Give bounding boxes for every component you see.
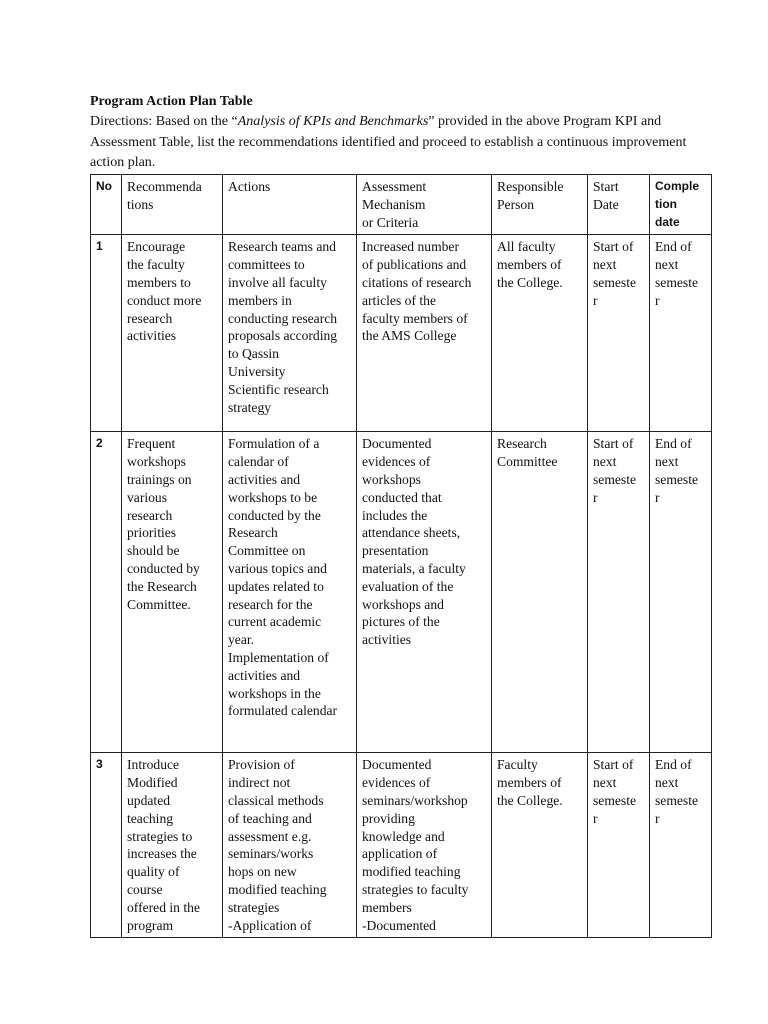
directions-paragraph xyxy=(90,112,690,174)
assessment-cell: Documented evidences of workshops conducted that includes the attendance sheets, presentation materials, a faculty evaluation of the workshops and pictures of the activities xyxy=(357,432,492,753)
header-recommendations: Recommenda tions xyxy=(122,175,223,235)
table-row xyxy=(91,432,712,753)
start-date-cell: Start of next semeste r xyxy=(588,235,650,432)
completion-date-cell: End of next semeste r xyxy=(650,235,712,432)
responsible-cell: All faculty members of the College. xyxy=(492,235,588,432)
responsible-cell: Research Committee xyxy=(492,432,588,753)
actions-cell: Provision of indirect not classical methods of teaching and assessment e.g. seminars/works hops on new modified teaching strategies -Application of xyxy=(223,753,357,938)
completion-date-cell: End of next semeste r xyxy=(650,432,712,753)
header-actions: Actions xyxy=(223,175,357,235)
directions-text-after: ” provided in the above Program KPI and Assessment Table, list the recommendations identified and proceed to establish a continuous improvement action plan. xyxy=(90,114,687,170)
table-row xyxy=(91,753,712,938)
start-date-cell: Start of next semeste r xyxy=(588,753,650,938)
table-header-row xyxy=(91,175,712,235)
row-number: 2 xyxy=(91,432,122,753)
directions-emphasis: Analysis of KPIs and Benchmarks xyxy=(237,114,429,129)
assessment-cell: Documented evidences of seminars/workshop providing knowledge and application of modified teaching strategies to faculty members -Documented xyxy=(357,753,492,938)
header-no: No xyxy=(91,175,122,235)
header-assessment: Assessment Mechanism or Criteria xyxy=(357,175,492,235)
header-responsible-person: Responsible Person xyxy=(492,175,588,235)
recommendation-cell: Encourage the faculty members to conduct more research activities xyxy=(122,235,223,432)
header-completion-date: Comple tion date xyxy=(650,175,712,235)
recommendation-cell: Frequent workshops trainings on various research priorities should be conducted by the Research Committee. xyxy=(122,432,223,753)
responsible-cell: Faculty members of the College. xyxy=(492,753,588,938)
table-row xyxy=(91,235,712,432)
row-number: 1 xyxy=(91,235,122,432)
header-start-date: Start Date xyxy=(588,175,650,235)
actions-cell: Formulation of a calendar of activities and workshops to be conducted by the Research Committee on various topics and updates related to research for the current academic year. Implementation of activities and workshops in the formulated calendar xyxy=(223,432,357,753)
start-date-cell: Start of next semeste r xyxy=(588,432,650,753)
completion-date-cell: End of next semeste r xyxy=(650,753,712,938)
directions-text-before: Directions: Based on the “ xyxy=(90,114,238,129)
action-plan-table xyxy=(90,174,712,938)
recommendation-cell: Introduce Modified updated teaching strategies to increases the quality of course offered in the program xyxy=(122,753,223,938)
assessment-cell: Increased number of publications and citations of research articles of the faculty members of the AMS College xyxy=(357,235,492,432)
page-title: Program Action Plan Table xyxy=(90,94,253,109)
row-number: 3 xyxy=(91,753,122,938)
actions-cell: Research teams and committees to involve all faculty members in conducting research proposals according to Qassin University Scientific research strategy xyxy=(223,235,357,432)
